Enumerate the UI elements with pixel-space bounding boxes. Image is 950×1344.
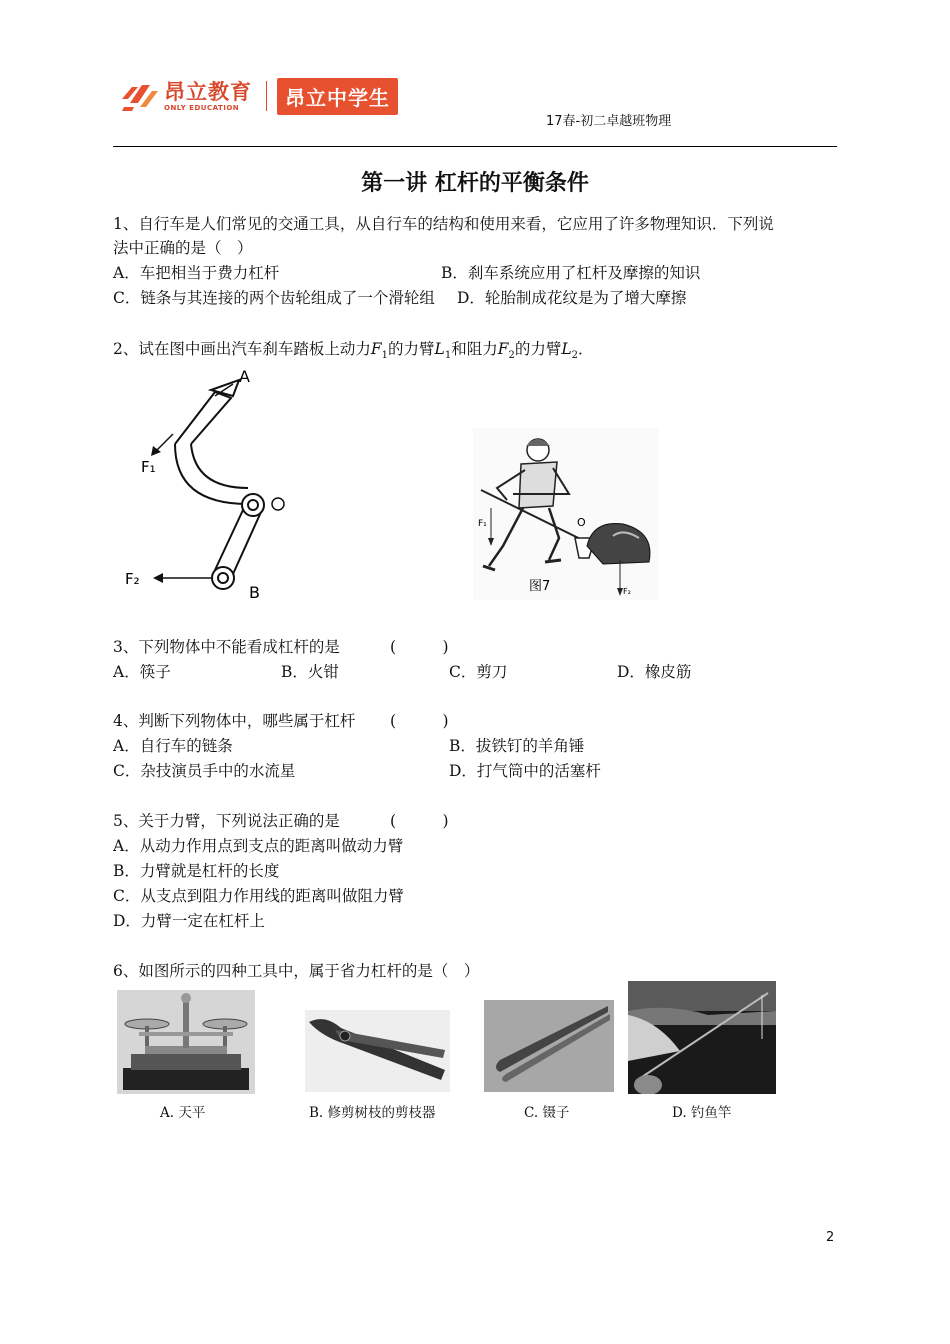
q5-paren: ( ): [390, 812, 449, 830]
worker-label-o: O: [577, 516, 586, 529]
q1-stem-line1: 1、自行车是人们常见的交通工具，从自行车的结构和使用来看，它应用了许多物理知识．下列说: [113, 215, 774, 233]
fishing-rod-photo: [628, 981, 776, 1094]
label-a: A: [239, 367, 250, 386]
q5-option-d: D．力臂一定在杠杆上: [113, 912, 265, 930]
logo-divider: [266, 81, 267, 111]
label-b: B: [249, 583, 260, 602]
q2-l2-sub: 2: [571, 350, 579, 362]
q2-l1-sub: 1: [444, 350, 452, 362]
worker-label-f2: F₂: [623, 587, 631, 596]
tweezers-photo: [484, 1000, 614, 1092]
brand-badge: 昂立中学生: [277, 78, 398, 115]
q5-option-b: B．力臂就是杠杆的长度: [113, 862, 280, 880]
q2-l2: L: [561, 340, 572, 358]
brand-name-en: ONLY EDUCATION: [164, 104, 240, 112]
brand-mark-icon: [118, 77, 160, 115]
page-title: 第一讲 杠杆的平衡条件: [361, 171, 589, 196]
header-rule: [113, 146, 837, 147]
caption-b: B. 修剪树枝的剪枝器: [309, 1105, 436, 1121]
caption-d: D. 钓鱼竿: [672, 1105, 732, 1121]
q4-stem: 4、判断下列物体中，哪些属于杠杆: [113, 712, 356, 730]
q5-option-a: A．从动力作用点到支点的距离叫做动力臂: [113, 837, 404, 855]
q4-option-b: B．拔铁钉的羊角锤: [449, 737, 585, 755]
q3-option-d: D．橡皮筋: [617, 663, 692, 681]
q1-option-c: C．链条与其连接的两个齿轮组成了一个滑轮组: [113, 289, 435, 307]
q4-option-c: C．杂技演员手中的水流星: [113, 762, 296, 780]
label-f2: F₂: [125, 570, 140, 588]
q3-option-b: B．火钳: [281, 663, 339, 681]
q1-option-d: D．轮胎制成花纹是为了增大摩擦: [457, 289, 687, 307]
q4-option-d: D．打气筒中的活塞杆: [449, 762, 601, 780]
brake-pedal-figure: [115, 362, 315, 602]
q3-option-a: A．筷子: [113, 663, 171, 681]
q3-stem: 3、下列物体中不能看成杠杆的是: [113, 638, 340, 656]
q2-f1-sub: 1: [381, 350, 389, 362]
caption-a: A. 天平: [160, 1105, 206, 1121]
course-name: 17春-初二卓越班物理: [546, 114, 672, 129]
q5-stem: 5、关于力臂，下列说法正确的是: [113, 812, 340, 830]
crowbar-worker-figure: [473, 428, 658, 600]
label-f1: F₁: [141, 458, 156, 476]
q2-mid3: 的力臂: [514, 340, 562, 358]
q1-option-b: B．刹车系统应用了杠杆及摩擦的知识: [441, 264, 701, 282]
worker-label-f1: F₁: [478, 519, 487, 529]
q4-paren: ( ): [390, 712, 449, 730]
q5-option-c: C．从支点到阻力作用线的距离叫做阻力臂: [113, 887, 404, 905]
q6-stem: 6、如图所示的四种工具中，属于省力杠杆的是（ ）: [113, 962, 480, 980]
balance-scale-photo: [117, 990, 255, 1094]
brand-logo: [118, 76, 398, 116]
q2-mid1: 的力臂: [388, 340, 435, 358]
q1-option-a: A．车把相当于费力杠杆: [113, 264, 280, 282]
figure-caption: 图7: [529, 579, 551, 594]
pruning-shears-photo: [305, 1010, 450, 1092]
brand-name-cn: 昂立教育: [164, 80, 252, 104]
q4-option-a: A．自行车的链条: [113, 737, 233, 755]
q1-stem-line2: 法中正确的是（ ）: [113, 239, 253, 257]
q3-option-c: C．剪刀: [449, 663, 508, 681]
q2-f2-sub: 2: [508, 350, 515, 362]
q2-f1: F: [370, 340, 382, 358]
q2-mid2: 和阻力: [451, 340, 498, 358]
q3-paren: ( ): [390, 638, 449, 656]
page-number: 2: [826, 1230, 835, 1245]
q2-f2: F: [497, 340, 509, 358]
q2-l1: L: [434, 340, 445, 358]
q2-stem-pre: 2、试在图中画出汽车刹车踏板上动力: [113, 340, 371, 358]
caption-c: C. 镊子: [524, 1105, 570, 1121]
q2-end: ．: [578, 340, 594, 358]
